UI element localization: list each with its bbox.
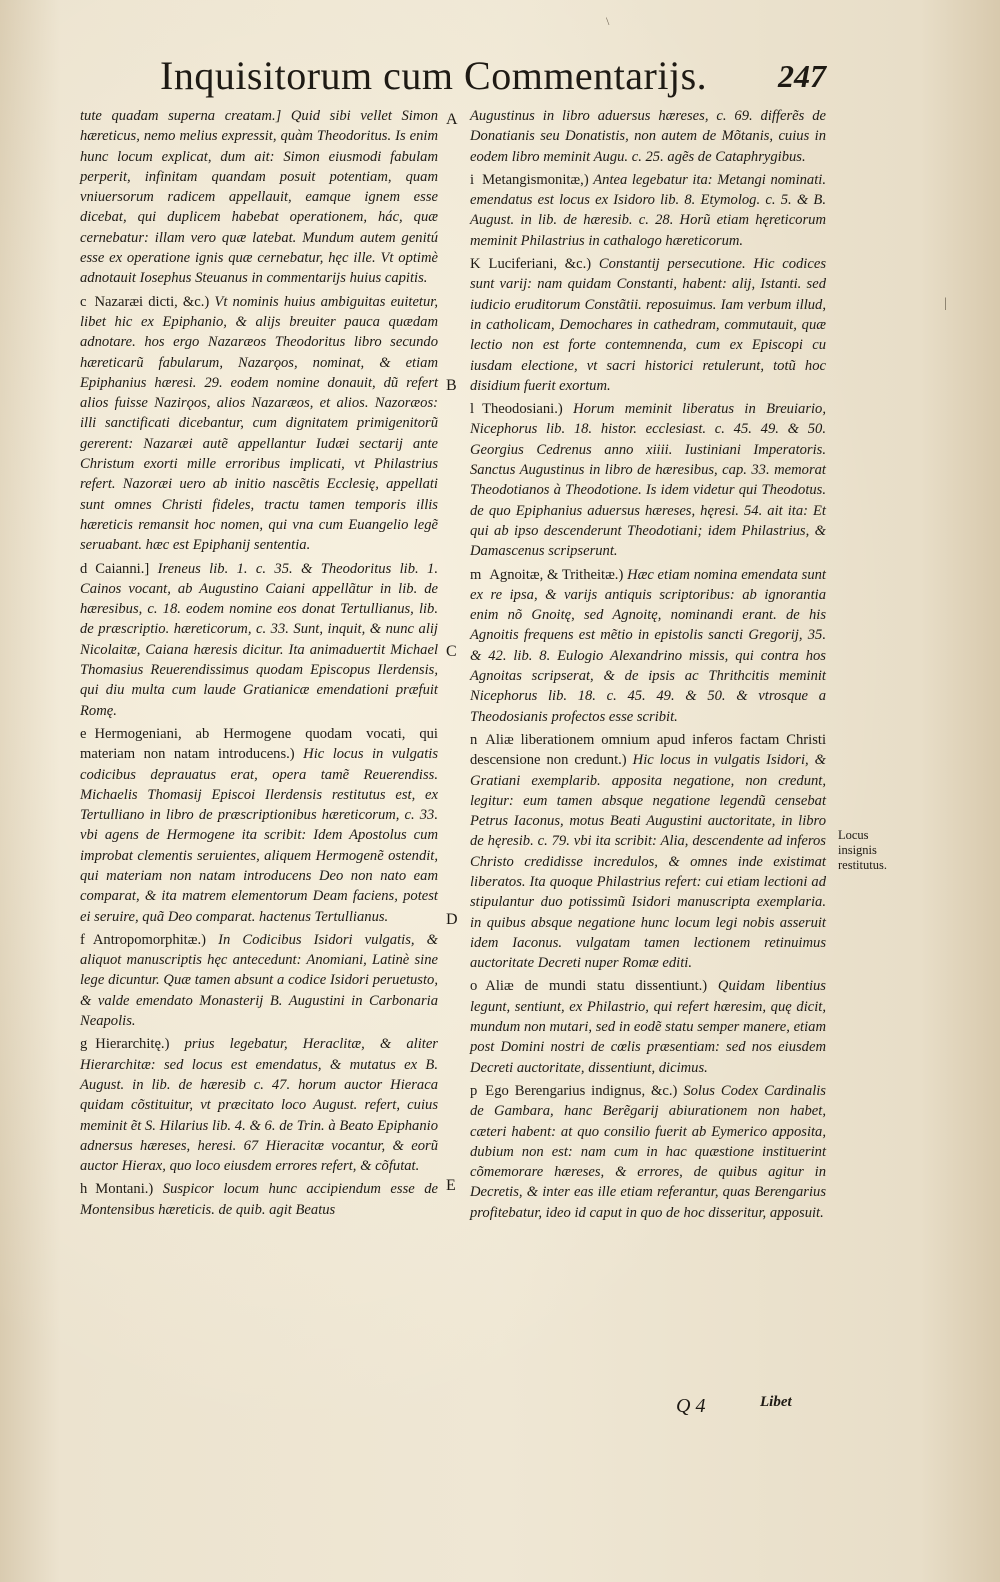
note-text: Solus Codex Cardinalis de Gambara, hanc Berẽgarij abiurationem non habet, cæteri habent: at quo consilio fuerit ab Eymerico apposita, dubium non est: nam cum in hac quæstione instituerint cõmemorare hæreses, & errores, de quibus agitur in Decretis, & inter eas ille etiam referantur, quas Berengarius profitebatur, ideo id caput in quo de hoc disseritur, apposuit. (470, 1082, 826, 1221)
section-letter: E (446, 1177, 456, 1194)
signature-text: Q 4 (676, 1395, 706, 1417)
note-letter: i (470, 171, 475, 188)
note-letter: K (470, 256, 481, 273)
note-text: Quidam libentius legunt, sentiunt, ex Philastrio, qui refert hæresim, quę dicit, mundum non mutari, sed in eodẽ statu semper manere, etiam post Domini nostri de cœlis præsentiam: sed nos eiusdem Decreti auctoritate, dissentiunt, dicimus. (470, 978, 826, 1076)
note-lemma: Aliæ de mundi statu dissentiunt.) (485, 978, 708, 995)
commentary-paragraph (470, 976, 826, 1077)
note-letter: h (80, 1181, 88, 1198)
commentary-paragraph (470, 1081, 826, 1223)
note-letter: o (470, 978, 478, 995)
note-lemma: Luciferiani, &c.) (488, 256, 592, 273)
note-letter: e (80, 725, 87, 742)
note-lemma: Antropomorphitæ.) (92, 931, 206, 948)
left-column (80, 106, 438, 1223)
note-lemma: Aliæ liberationem omnium apud inferos factam Christi descensione non credunt.) (470, 731, 826, 769)
note-letter: m (470, 566, 482, 583)
note-letter: c (80, 293, 87, 310)
section-letter: A (446, 111, 458, 128)
commentary-paragraph (80, 1034, 438, 1176)
section-letter: D (446, 911, 458, 928)
right-column (470, 106, 826, 1226)
note-lemma: Hierarchitę.) (95, 1036, 170, 1053)
note-letter: n (470, 731, 478, 748)
commentary-paragraph (80, 724, 438, 927)
note-text: Hic locus in vulgatis Isidori, & Gratiani exemplarib. apposita negatione, non credunt, legitur: eum tamen absque negatione legendũ censebat Petrus Iaconus, motus Beati Augustini auctoritate, in libro de hęresib. c. 79. vbi ita scribit: Alia, descendente ad inferos Christo credidisse incredulos, & omnes inde existimat liberatos. Ita quoque Philastrius refert: cui etiam lectioni ad stipulantur duo potissimũ Isidori manuscripta exemplaria. in quibus absque negatione hunc locum legi nobis asseruit idem Iaconus. vulgatam tamen lectionem retinuimus auctoritate Decreti nuper Romæ editi. (470, 752, 827, 972)
note-lemma: Metangismonitæ,) (482, 171, 589, 188)
commentary-paragraph (470, 254, 826, 396)
commentary-paragraph (80, 1179, 438, 1220)
note-text: Hic locus in vulgatis codicibus deprauatus erat, opera tamẽ Reuerendiss. Michaelis Thomasij Episcoi Ilerdensis restitutus est, ex Tertulliano in libro de præscriptionibus hæreticorum, c. 33. vbi agens de Hermogene ita scribit: Idem Apostolus cum improbat clementis seruientes, aliquem Hermogenẽ ostendit, qui materiam non natam introducens Deo non nato eam comparat, & ita matrem elementorum Deam faciens, potest ei seruire, quã Deo comparat. hactenus Tertullianus. (80, 746, 439, 925)
note-letter: d (80, 560, 88, 577)
commentary-paragraph (470, 730, 826, 974)
running-head (160, 52, 860, 106)
note-text: In Codicibus Isidori vulgatis, & aliquot manuscriptis hęc antecedunt: Anomiani, Latinè sine lege dicuntur. Quæ tamen absunt a codice Isidori peruetusto, & valde emendato Monasterij B. Augustini in Carbonaria Neapolis. (80, 931, 438, 1030)
commentary-paragraph (80, 292, 438, 556)
note-text: prius legebatur, Heraclitæ, & aliter Hierarchitæ: sed locus est emendatus, & mutatus ex B. August. in lib. de hæresib c. 47. horum auctor Hieraca quidam cõstituitur, vt præcitato loco August. refert, cuius meminit ẽt S. Hilarius lib. 4. & 6. de Trin. à Beato Epiphanio adnersus hæreses, heresi. 67 Hieracitæ vocantur, & eorũ auctor Hierax, quo loco eiusdem errores refert, & cõfutat. (80, 1036, 438, 1175)
note-text: tute quadam superna creatam.] Quid sibi vellet Simon hæreticus, nemo melius expressit, quàm Theodoritus. Is enim hunc locum explicat, dum ait: Simon eiusmodi fabulam perperit, infinitam quandam posuit potentiam, quam vniuersorum radicem appellauit, eamque ignem esse dicebat, qui duplicem habebat operationem, hác, quæ cernebatur: illam vero quæ latebat. Mundum autem genitú esse ex operatione ignis quæ cernebatur, hęc ille. Vt optimè adnotauit Iosephus Steuanus in commentarijs huius capitis. (80, 108, 438, 287)
note-lemma: Agnoitæ, & Tritheitæ.) (489, 566, 624, 583)
commentary-paragraph (80, 559, 438, 721)
note-text: Horum meminit liberatus in Breuiario, Nicephorus lib. 18. histor. ecclesiast. c. 45. 49. & 50. Georgius Cedrenus anno xiiii. Iustiniani Imperatoris. Sanctus Augustinus in libro de hæresibus, cap. 33. memorat Theodotianos à Theodotione. Is idem videtur qui Theodotus. de quo Epiphanius aduersus hæreses, hęresi. 54. ait ita: Et qui ab ipso descenderunt Theodotiani; idem Philastrius, & Damascenus scripserunt. (470, 401, 827, 560)
note-letter: f (80, 931, 85, 948)
section-letter: B (446, 377, 457, 394)
note-text: Ireneus lib. 1. c. 35. & Theodoritus lib. 1. Cainos vocant, ab Augustino Caiani appellãtur in lib. de hæresibus, c. 18. eodem nomine eos donat Tertullianus, lib. de præscriptio. hæreticorum, c. 33. Sunt, inquit, & nunc alij Nicolaitæ, Caiana hæresis dicitur. Ita animaduertit Michael Thomasius Reuerendissimus quodam Episcopus Ilerdensis, qui diu multa cum laude Gratianicæ emendationi præfuit Romę. (80, 560, 438, 719)
note-letter: l (470, 401, 475, 418)
note-letter: p (470, 1082, 478, 1099)
page-number: 247 (778, 58, 826, 94)
commentary-paragraph (470, 106, 826, 167)
note-lemma: Nazaræi dicti, &c.) (94, 293, 210, 310)
note-text: Augustinus in libro aduersus hæreses, c. 69. differẽs de Donatianis seu Donatistis, non autem de Mõtanis, cuius in eodem libro meminit Augu. c. 25. agẽs de Cataphrygibus. (470, 108, 826, 165)
margin-note: Locus insignis restitutus. (838, 828, 887, 872)
section-letter: C (446, 643, 457, 660)
note-lemma: Montani.) (95, 1181, 154, 1198)
catchword: Libet (760, 1394, 792, 1410)
note-letter: g (80, 1036, 88, 1053)
note-lemma: Hermogeniani, ab Hermogene quodam vocati, qui materiam non natam introducens.) (80, 725, 438, 763)
note-text: Constantij persecutione. Hic codices sunt varij: nam quidam Constanti, habent: alij, Istanti. sed iudicio eruditorum Constãtii. reposuimus. Iam verbum illud, in catholicam, Demochares in cathedram, commutauit, quæ lectio non est forte contemnenda, cum ex Episcopi cu iusdam electione, vt sacri historici retulerunt, totũ hoc disidium fuerit exortum. (470, 256, 826, 394)
commentary-paragraph (80, 106, 438, 289)
note-text: Antea legebatur ita: Metangi nominati. emendatus est locus ex Isidoro lib. 8. Etymolog. c. 5. & B. August. in lib. de hæresib. c. 28. Horũ etiam hęreticorum meminit Philastrius in cathalogo hæreticorum. (470, 171, 826, 249)
commentary-paragraph (80, 930, 438, 1031)
commentary-paragraph (470, 565, 826, 727)
note-text: Vt nominis huius ambiguitas euitetur, libet hic ex Epiphanio, & alijs breuiter pauca quædam adnotare. hos ergo Nazaræos Theodoritus libro secundo hæreticarũ fabularum, Nazarǫos, nominat, & etiam Epiphanius hæresi. 29. eodem nomine donauit, dũ refert alios fuisse Nazirǫos, alios Nazaræos, et alios. Nazoræos: illi sanctificati dicebantur, cum dignitatem primigenitorũ gererent: Nazaræi autẽ appellantur Iudæi sectarij ante Christum exorti mille erroribus implicati, vt Philastrius refert. Nazoræi uero ab initio nascẽtis Ecclesię, appellati sunt omnes Christi fideles, tractu tamen temporis illis hæreticis remansit hoc nomen, qui vna cum Euangelio legẽ seruabant. hæc est Epiphanij sententia. (80, 293, 438, 554)
note-lemma: Caianni.] (95, 560, 150, 577)
signature-mark (676, 1395, 713, 1418)
note-lemma: Ego Berengarius indignus, &c.) (485, 1082, 678, 1099)
stray-mark: | (944, 296, 947, 311)
commentary-paragraph (470, 399, 826, 561)
note-lemma: Theodosiani.) (482, 401, 563, 418)
commentary-paragraph (470, 170, 826, 251)
note-text: Hæc etiam nomina emendata sunt ex re ipsa, & varijs antiquis scriptoribus: ab ignorantia enim nõ Gnoitę, sed Agnoitę, nominandi erant. de his Agnoitis frequens est mẽtio in epistolis sancti Gregorij, 35. & 42. lib. 8. Eulogio Alexandrino missis, qui contra hos Agnoitas scripserat, & de ipsis ac Thrithcitis meminit Nicephorus lib. 18. c. 45. 49. & 50. & vtrosque a Theodosianis profectos esse scribit. (470, 566, 826, 725)
note-text: Suspicor locum hunc accipiendum esse de Montensibus hæreticis. de quib. agit Beatus (80, 1181, 438, 1218)
page-title: Inquisitorum cum Commentarijs. (160, 53, 708, 98)
stray-mark: \ (606, 14, 610, 28)
